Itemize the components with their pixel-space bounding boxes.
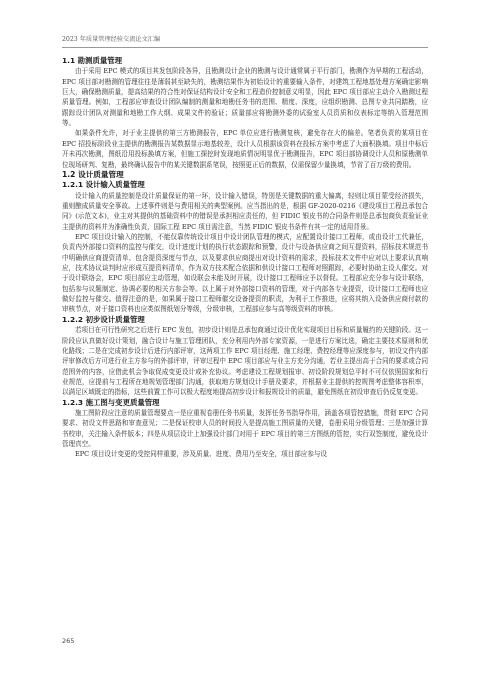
section-heading-1-2-2: 1.2.2 初步设计质量管理 bbox=[62, 314, 145, 324]
section-heading-1-2-1: 1.2.1 设计输入质量管理 bbox=[62, 180, 145, 190]
header-divider bbox=[62, 47, 428, 48]
page-number: 265 bbox=[62, 637, 75, 645]
paragraph: 设计输入的质量控制是设计质量保证的第一环，设计输入错误，特别是关键数据的重大偏离，轻则让项目蒙受经济损失，重则酿成质量安全事故。上述事件则是与费用相关的典型案例。应当指出的是，根据 GF-2020-0216《建设项目工程总承包合同》(示范文本)，业主对其提供的基础资料中的错误是承担相应责任的，但 FIDIC 银皮书的合同条件则是总承包商负责验证业主提供的资料并为准确性负责，国际工程 EPC 项目需注意，当然 FIDIC 银皮书条件有其一定的适用背景。 bbox=[62, 191, 428, 231]
paragraph: 若项目在可行性研究之后进行 EPC 发包，初步设计则是总承包商通过设计优化实现项目目标和质量履约的关键阶段。这一阶段应认真做好设计策划，融合设计与施工管理团队，充分利用内外部专家资源，一是进行方案比选，确定主要技术原则和优化路线；二是在完成初步设计后进行内部评审，这两项工作 EPC 项目经理、施工经理、费控经理等应深度参与，初设文件内部评审修改后方可进行业主方参与的外部评审，评审过程中 EPC 项目部应与业主方充分沟通，若业主提出高于合同的要求或合同范围外的内容，应借此机会争取促成变更设计或补充协议。考虑建设工程规划报审、初设阶段规划总平时不可仅依照国家和行业规范，应提前与工程所在地规划管理部门沟通，获取地方规划设计手册及要求，并根据业主提供的控规图考虑整体容积率，以满足区域既定的指标，这些前置工作可以极大程度地提高初步设计和报规设计的质量，避免图纸在初设审查后仍反复变更。 bbox=[62, 326, 428, 397]
paragraph: 如果条件允许，对于业主提供的第三方勘测报告，EPC 单位应进行勘测复核，避免存在大的偏差。笔者负责的某项目在 EPC 招投标阶段业主提供的勘测报告某数据显示地基较差，设计人员根据该资料在投标方案中考虑了大面积换填。项目中标后开未再次勘测，图纸沿用投标换填方案，但施工探挖时发现地质情况明显优于勘测报告，EPC 项目部协调设计人员和原勘测单位现场研判、复勘，最终确认报告中的某关键数据系笔误，按照更正后的数据，仅需保留少量换填，节省了百万级的费用。 bbox=[62, 129, 428, 169]
section-heading-1-1: 1.1 勘测质量管理 bbox=[62, 56, 123, 65]
running-header: 2023 年质量管理经验交流论文汇编 bbox=[62, 36, 161, 43]
paper-body bbox=[62, 56, 428, 460]
paragraph: EPC 项目设计变更的受控同样重要，涉及质量、进度、费用乃至安全，项目部应参与设 bbox=[75, 450, 327, 459]
section-heading-1-2-3: 1.2.3 施工图与变更质量管理 bbox=[62, 397, 160, 407]
paragraph: 施工图阶段应注意的质量管理要点一是应重视卷册任务书质量，发挥任务书指导作用，涵盖各项管控措施，贯彻 EPC 合同要求、初设文件思路和审查意见；二是保证校审人员的时间投入是提高施工图质量的关键，卷册采用分级管理；三是加强计算书校审，关注输入条件版本；四是从项层设计上加强设计部门对用于 EPC 项目的第三方图纸的管控，实行双签制度，避免设计管理真空。 bbox=[62, 409, 428, 449]
paragraph: EPC 项目设计输入的控制，不能仅靠传统设计项目中设计团队管理的模式，应配置设计接口工程师，或由设计工代兼任，负责内外部接口资料的监控与催交，设计进度计划的执行状态跟踪和预警，设计与设备供应商之间互提资料，招标技术规范书中明确供应商提资清单、包含提资深度与节点，以及要求供应商提出对设计资料的需求，投标技术文件中应对以上要求认真响应，技术协议谈判时应形成互提资料清单，作为双方技术配合依据和供设计接口工程师对照跟踪，必要时协助主设人催交。对于设计联络会，EPC 项目部应主动管理，如设联会未能及时开展，设计接口工程师应予以督促。工程部应充分参与设计联络，包括参与议题制定、协调必要的相关方参会等。以上属于对外部接口资料的管理，对于内部各专业提资，设计接口工程师也应做好监控与催交。值得注意的是，如果属于接口工程师催交设备提资的职责，为利于工作推进，应将其纳入设备供应商付款的审核节点，对于接口资料也应类似图纸划分等级，分级审核，工程部应参与高等级资料的审核。 bbox=[62, 233, 428, 314]
paragraph: 由于采用 EPC 模式的项目其发包阶段各异，且勘测设计企业的勘测与设计通常属于平行部门，勘测作为早期的工程活动，EPC 项目部对勘测的管理往往是薄弱甚至缺失的，勘测结果作为初始设计的重要输入条件，对建筑工程地基处理方案确定影响巨大，确保勘测质量，提高结果的符合性对保证结构设计安全和工程造价控制意义明显，因此 EPC 项目部应主动介入勘测过程质量管理。例如，工程部应审查设计团队编制的测量和地勘任务书的范围、精度、深度，应组织勘测、总图专业共同踏勘，应跟踪设计团队对测量和地勘工作大纲、成果文件的验证；质量部应将勘测外委的试验室人员资质和仪表标定等纳入管理范围等。 bbox=[62, 67, 428, 128]
section-heading-1-2: 1.2 设计质量管理 bbox=[62, 169, 124, 179]
